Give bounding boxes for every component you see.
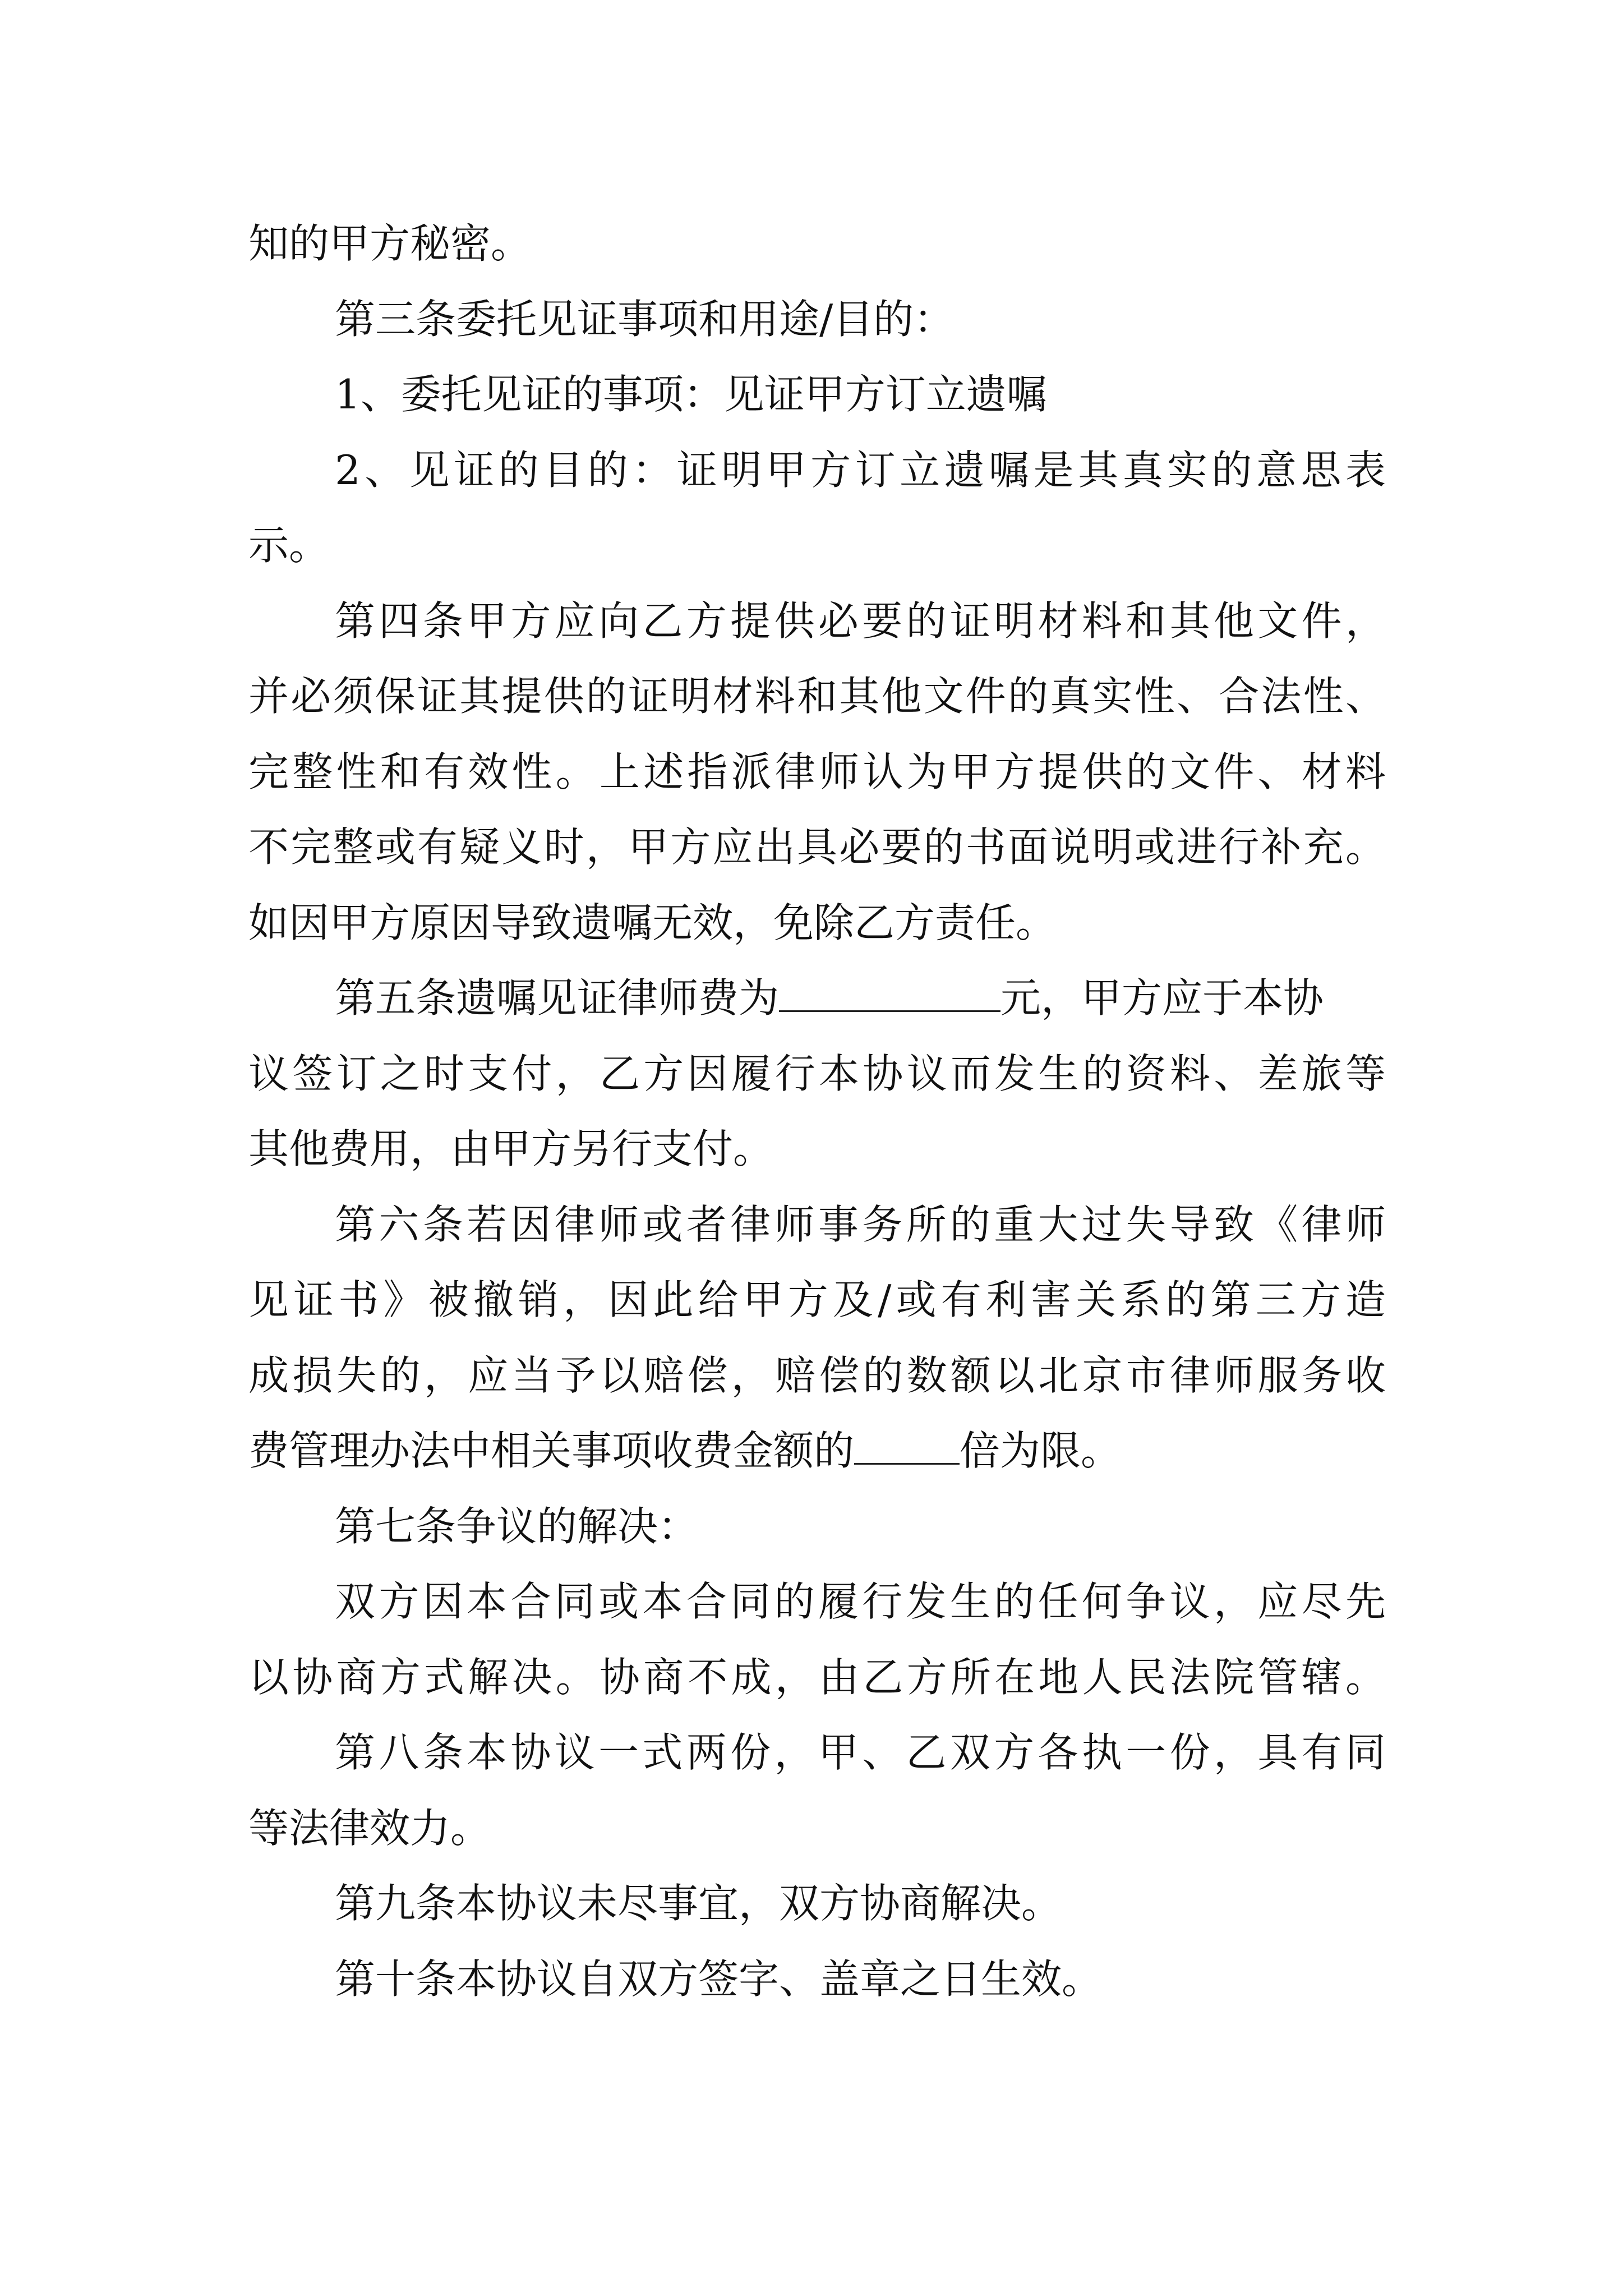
clause-4-line: 完整性和有效性。上述指派律师认为甲方提供的文件、材料 bbox=[248, 748, 1386, 795]
clause-4-line: 如因甲方原因导致遗嘱无效，免除乙方责任。 bbox=[248, 899, 1057, 946]
clause-7-heading: 第七条争议的解决： bbox=[335, 1503, 699, 1550]
clause-6-line: 第六条若因律师或者律师事务所的重大过失导致《律师 bbox=[335, 1201, 1386, 1248]
clause-5-line bbox=[335, 971, 1324, 1025]
clause-3-heading: 第三条委托见证事项和用途/目的： bbox=[335, 296, 955, 343]
clause-6-line: 见证书》被撤销，因此给甲方及/或有利害关系的第三方造 bbox=[248, 1276, 1386, 1323]
fee-amount-blank bbox=[779, 976, 1000, 1012]
clause-6-line: 成损失的，应当予以赔偿，赔偿的数额以北京市律师服务收 bbox=[248, 1352, 1386, 1399]
clause-5-text-before: 第五条遗嘱见证律师费为 bbox=[335, 974, 780, 1022]
clause-4-line: 第四条甲方应向乙方提供必要的证明材料和其他文件， bbox=[335, 597, 1386, 645]
clause-6-text-before: 费管理办法中相关事项收费金额的 bbox=[248, 1427, 855, 1474]
clause-3-item-1: 1、委托见证的事项：见证甲方订立遗嘱 bbox=[335, 371, 1047, 418]
clause-7-line: 以协商方式解决。协商不成，由乙方所在地人民法院管辖。 bbox=[248, 1654, 1386, 1701]
clause-5-line: 其他费用，由甲方另行支付。 bbox=[248, 1125, 774, 1172]
clause-6-text-after: 倍为限。 bbox=[960, 1427, 1122, 1474]
clause-4-line: 并必须保证其提供的证明材料和其他文件的真实性、合法性、 bbox=[248, 673, 1386, 720]
text-line: 示。 bbox=[248, 522, 330, 569]
clause-5-line: 议签订之时支付，乙方因履行本协议而发生的资料、差旅等 bbox=[248, 1050, 1386, 1097]
clause-9-line: 第九条本协议未尽事宜，双方协商解决。 bbox=[335, 1880, 1062, 1927]
clause-8-line: 等法律效力。 bbox=[248, 1805, 491, 1852]
clause-8-line: 第八条本协议一式两份，甲、乙双方各执一份，具有同 bbox=[335, 1729, 1386, 1776]
clause-10-line: 第十条本协议自双方签字、盖章之日生效。 bbox=[335, 1955, 1103, 2003]
clause-3-item-2: 2、见证的目的：证明甲方订立遗嘱是其真实的意思表 bbox=[335, 447, 1386, 494]
text-line: 知的甲方秘密。 bbox=[248, 220, 532, 267]
clause-5-text-after: 元，甲方应于本协 bbox=[1000, 974, 1324, 1022]
clause-7-line: 双方因本合同或本合同的履行发生的任何争议，应尽先 bbox=[335, 1578, 1386, 1625]
clause-6-line bbox=[248, 1424, 1121, 1478]
clause-4-line: 不完整或有疑义时，甲方应出具必要的书面说明或进行补充。 bbox=[248, 823, 1386, 871]
compensation-multiple-blank bbox=[854, 1428, 960, 1465]
